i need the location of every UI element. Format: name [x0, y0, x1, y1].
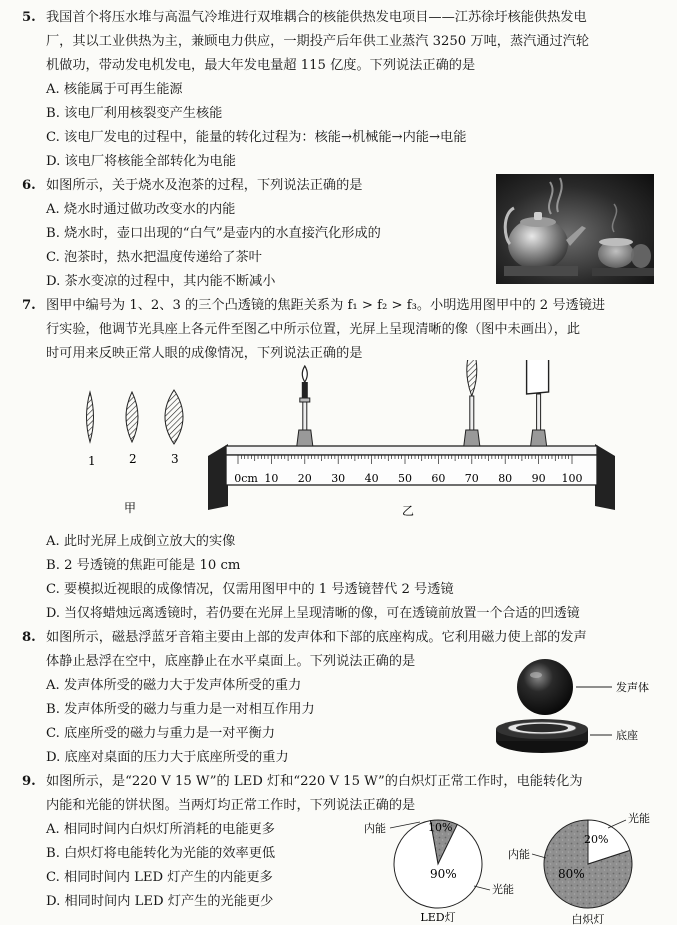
question-7-option-a: A. 此时光屏上成倒立放大的实像: [46, 534, 236, 549]
convex-lens-2-mounted: [467, 360, 477, 396]
maglev-speaker-figure: [490, 655, 670, 760]
question-5-stem-line2: 厂，其以工业供热为主，兼顾电力供应，一期投产后年供工业蒸汽 3250 万吨，蒸汽通过汽轮: [46, 34, 590, 49]
label-sound-body: 发声体: [616, 681, 649, 694]
question-5-option-d: D. 该电厂将核能全部转化为电能: [46, 154, 236, 169]
question-9-stem-line2: 内能和光能的饼状图。当两灯均正常工作时，下列说法正确的是: [46, 798, 416, 813]
question-7-option-d: D. 当仅将蜡烛远离透镜时，若仍要在光屏上呈现清晰的像，可在透镜前放置一个合适的凹透镜: [46, 606, 580, 621]
question-7-option-b: B. 2 号透镜的焦距可能是 10 cm: [46, 558, 241, 573]
lens-experiment-figure: [40, 360, 660, 525]
led-light-label: 光能: [492, 883, 514, 896]
question-8-stem-line2: 体静止悬浮在空中，底座静止在水平桌面上。下列说法正确的是: [46, 654, 416, 669]
incandescent-caption: 白炽灯: [571, 913, 605, 925]
convex-lens-set: [87, 390, 184, 468]
lens-label-1: 1: [88, 454, 96, 468]
kettle-and-tea-photo: [496, 174, 654, 284]
question-8-stem-line1: 如图所示，磁悬浮蓝牙音箱主要由上部的发声体和下部的底座构成。它利用磁力使上部的发声: [46, 630, 587, 645]
label-base: 底座: [616, 729, 638, 742]
bench-left-leg: [208, 444, 228, 510]
optical-bench: [208, 360, 615, 510]
scale-label: 50: [398, 472, 412, 485]
question-6-stem-line1: 如图所示，关于烧水及泡茶的过程，下列说法正确的是: [46, 178, 363, 193]
question-5-option-c: C. 该电厂发电的过程中，能量的转化过程为：核能→机械能→内能→电能: [46, 130, 467, 145]
convex-lens-on-holder: [464, 360, 480, 446]
lens-holder: [464, 430, 480, 446]
scale-label: 20: [297, 472, 312, 485]
incandescent-light-percent: 20%: [584, 833, 609, 846]
question-5-stem-line3: 机做功，带动发电机发电，最大年发电量超 115 亿度。下列说法正确的是: [46, 58, 476, 73]
scale-label: 0cm: [234, 472, 258, 485]
question-9-option-d: D. 相同时间内 LED 灯产生的光能更少: [46, 894, 274, 909]
candle-flame: [302, 366, 307, 382]
question-6-option-d: D. 茶水变凉的过程中，其内能不断减小: [46, 274, 276, 289]
question-6-option-b: B. 烧水时，壶口出现的“白气”是壶内的水直接汽化形成的: [46, 226, 381, 241]
question-7-stem-line3: 时可用来反映正常人眼的成像情况，下列说法正确的是: [46, 346, 363, 361]
energy-pie-charts: [360, 806, 677, 925]
incandescent-pie-chart: [508, 811, 650, 925]
scale-label: 40: [364, 472, 379, 485]
question-6-number: 6.: [22, 178, 36, 193]
scale-label: 30: [331, 472, 346, 485]
question-5-option-b: B. 该电厂利用核裂变产生核能: [46, 106, 223, 121]
question-7-option-c: C. 要模拟近视眼的成像情况，仅需用图甲中的 1 号透镜替代 2 号透镜: [46, 582, 454, 597]
candle-on-holder: [297, 366, 313, 446]
led-pie-chart: [364, 820, 514, 924]
light-screen-on-holder: [527, 360, 549, 446]
question-9-number: 9.: [22, 774, 36, 789]
question-8-option-b: B. 发声体所受的磁力与重力是一对相互作用力: [46, 702, 315, 717]
incandescent-heat-label: 内能: [508, 848, 530, 861]
question-9-option-a: A. 相同时间内白炽灯所消耗的电能更多: [46, 822, 275, 837]
incandescent-heat-percent: 80%: [558, 867, 585, 881]
question-5-option-a: A. 核能属于可再生能源: [46, 82, 183, 97]
question-6-option-a: A. 烧水时通过做功改变水的内能: [46, 202, 236, 217]
question-9-option-b: B. 白炽灯将电能转化为光能的效率更低: [46, 846, 276, 861]
question-8-option-d: D. 底座对桌面的压力大于底座所受的重力: [46, 750, 289, 765]
sound-body-sphere: [517, 659, 573, 715]
question-5-number: 5.: [22, 10, 36, 25]
led-heat-label: 内能: [364, 822, 386, 835]
scale-label: 60: [431, 472, 446, 485]
scale-label: 10: [264, 472, 279, 485]
question-6-option-c: C. 泡茶时，热水把温度传递给了茶叶: [46, 250, 262, 265]
lens-label-2: 2: [129, 452, 137, 466]
led-heat-percent: 10%: [428, 821, 453, 834]
led-caption: LED灯: [420, 911, 456, 924]
figure-b-caption: 乙: [402, 504, 415, 518]
screen-holder: [531, 430, 547, 446]
question-7-number: 7.: [22, 298, 36, 313]
candle-holder: [297, 430, 313, 446]
scale-label: 80: [498, 472, 513, 485]
figure-a-caption: 甲: [124, 501, 137, 515]
led-light-percent: 90%: [430, 867, 457, 881]
convex-lens-3: [165, 390, 183, 444]
bench-top-rail: [226, 446, 597, 455]
question-9-option-c: C. 相同时间内 LED 灯产生的内能更多: [46, 870, 273, 885]
lens-label-3: 3: [171, 452, 179, 466]
scale-label: 100: [561, 472, 583, 485]
question-5-stem-line1: 我国首个将压水堆与高温气冷堆进行双堆耦合的核能供热发电项目——江苏徐圩核能供热发电: [46, 10, 587, 25]
scale-label: 90: [531, 472, 546, 485]
convex-lens-1: [87, 392, 94, 442]
bench-right-leg: [595, 444, 615, 510]
light-screen: [527, 360, 549, 394]
candle-body: [302, 382, 308, 398]
incandescent-light-label: 光能: [628, 812, 650, 825]
question-8-number: 8.: [22, 630, 36, 645]
scale-label: 70: [464, 472, 479, 485]
convex-lens-2: [126, 392, 138, 442]
question-7-stem-line1: 图甲中编号为 1、2、3 的三个凸透镜的焦距关系为 f₁ > f₂ > f₃。小明选用图甲中的 2 号透镜进: [46, 298, 606, 313]
question-7-stem-line2: 行实验，他调节光具座上各元件至图乙中所示位置，光屏上呈现清晰的像（图中未画出），此: [46, 322, 581, 337]
question-9-stem-line1: 如图所示，是“220 V 15 W”的 LED 灯和“220 V 15 W”的白炽灯正常工作时，电能转化为: [46, 774, 583, 789]
question-8-option-c: C. 底座所受的磁力与重力是一对平衡力: [46, 726, 276, 741]
question-8-option-a: A. 发声体所受的磁力大于发声体所受的重力: [46, 678, 302, 693]
